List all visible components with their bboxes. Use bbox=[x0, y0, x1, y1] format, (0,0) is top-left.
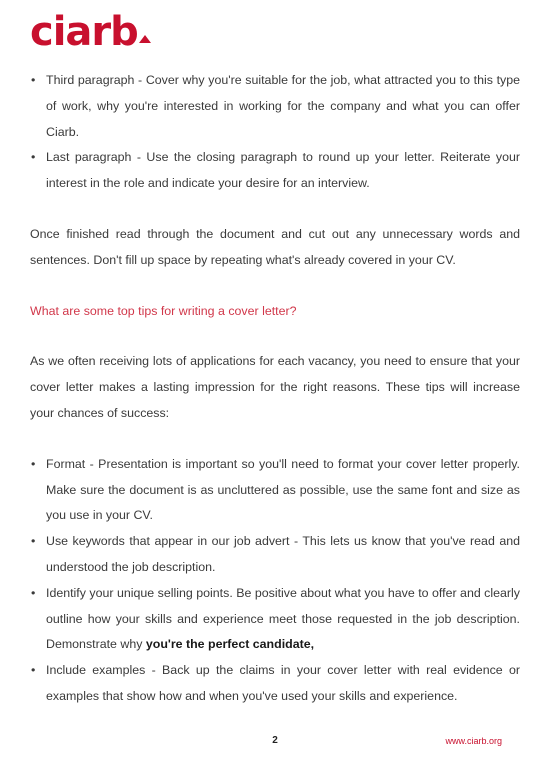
list-item: • Last paragraph - Use the closing paragraph to round up your letter. Reiterate your interest in the role and indicate your desire for an interview. bbox=[30, 145, 520, 197]
logo-triangle-icon bbox=[139, 35, 151, 43]
ciarb-logo: ciarb bbox=[30, 4, 151, 60]
emphasis-text: you're the perfect candidate, bbox=[145, 637, 315, 652]
list-item: • Identify your unique selling points. Be positive about what you have to offer and clearly outline how your skills and experience meet those requested in the job description. Demonstrate why you're the perfect candidate, bbox=[30, 581, 520, 658]
finish-paragraph: Once finished read through the document and cut out any unnecessary words and sentences. Don't fill up space by repeating what's already covered in your CV. bbox=[30, 226, 520, 267]
page-number: 2 bbox=[272, 735, 278, 746]
bullet-icon: • bbox=[31, 150, 36, 165]
bullet-icon: • bbox=[31, 585, 36, 600]
tips-intro-paragraph: As we often receiving lots of applications for each vacancy, you need to ensure that your cover letter makes a lasting impression for the right reasons. These tips will increase your chances of success: bbox=[30, 354, 520, 420]
list-item: • Include examples - Back up the claims in your cover letter with real evidence or examples that show how and when you've used your skills and experience. bbox=[30, 658, 520, 710]
footer-website: www.ciarb.org bbox=[445, 736, 502, 746]
list-item: • Use keywords that appear in our job advert - This lets us know that you've read and understood the job description. bbox=[30, 529, 520, 581]
list-item: • Format - Presentation is important so you'll need to format your cover letter properly. Make sure the document is as uncluttered as possible, use the same font and size as you use in your CV. bbox=[30, 452, 520, 529]
tips-list bbox=[30, 452, 520, 710]
bullet-icon: • bbox=[31, 534, 36, 549]
tips-heading: What are some top tips for writing a cover letter? bbox=[30, 303, 297, 318]
list-item: • Third paragraph - Cover why you're suitable for the job, what attracted you to this type of work, why you're interested in working for the company and what you can offer Ciarb. bbox=[30, 68, 520, 145]
bullet-icon: • bbox=[31, 73, 36, 87]
bullet-icon: • bbox=[31, 663, 36, 678]
paragraph-guidance-list bbox=[30, 68, 520, 197]
bullet-icon: • bbox=[31, 456, 36, 471]
document-body bbox=[30, 68, 520, 710]
